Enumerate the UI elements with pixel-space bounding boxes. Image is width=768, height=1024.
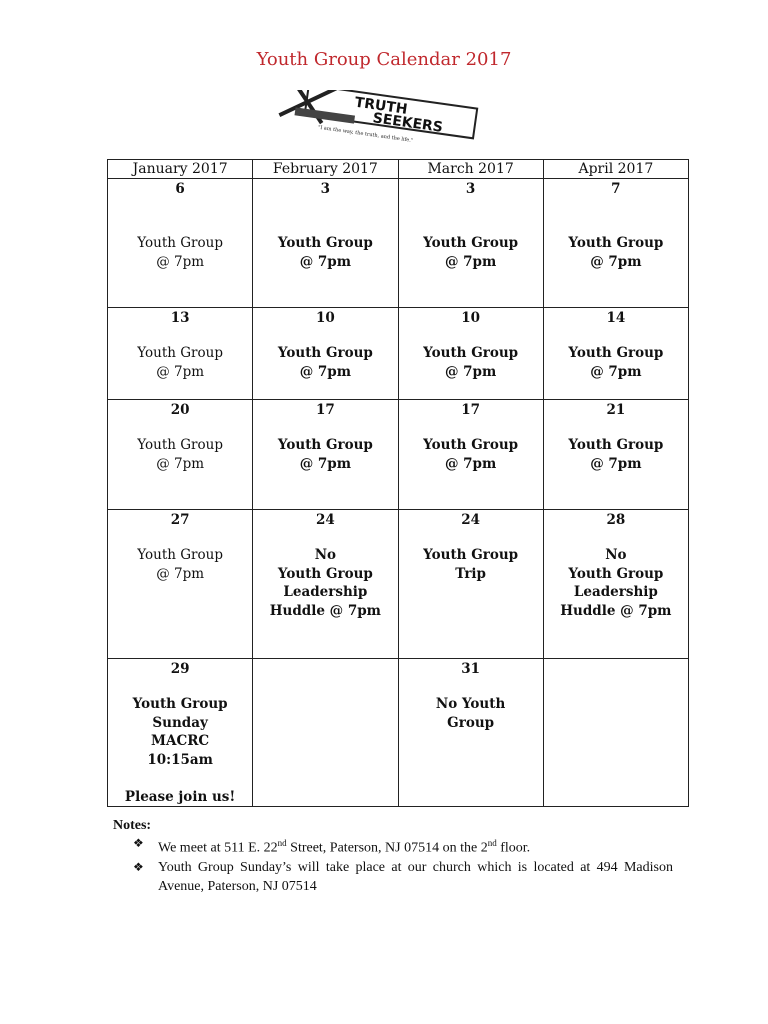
event-line: Please join us! <box>124 788 236 805</box>
week-row <box>108 308 689 400</box>
calendar-cell <box>108 659 253 807</box>
calendar-cell <box>543 179 688 308</box>
day-number: 7 <box>611 181 621 197</box>
event-line: Youth Group <box>277 437 373 453</box>
week-row <box>108 179 689 308</box>
day-number: 24 <box>315 512 335 528</box>
event-line: @ 7pm <box>299 363 352 380</box>
event-line: @ 7pm <box>156 455 205 472</box>
event-line: MACRC <box>151 733 210 749</box>
event-line: Youth Group <box>568 235 664 251</box>
day-number: 27 <box>170 512 190 528</box>
calendar-cell <box>398 179 543 308</box>
event-line: @ 7pm <box>444 363 497 380</box>
event-line <box>108 769 252 788</box>
event-line: @ 7pm <box>156 565 205 582</box>
event-line: @ 7pm <box>444 253 497 270</box>
event-line: Youth Group <box>132 696 228 712</box>
calendar-cell <box>543 308 688 400</box>
notes-section <box>113 818 673 896</box>
event-line: No Youth <box>435 696 506 712</box>
event-line: Youth Group <box>423 235 519 251</box>
event-line: @ 7pm <box>299 455 352 472</box>
calendar-cell <box>108 179 253 308</box>
month-header: January 2017 <box>108 160 253 179</box>
week-row <box>108 659 689 807</box>
event-line: Youth Group <box>423 437 519 453</box>
calendar-cell <box>398 659 543 807</box>
logo-line2: SEEKERS <box>371 110 444 136</box>
event-line: Trip <box>455 565 486 582</box>
day-number: 28 <box>606 512 626 528</box>
event-line: Leadership <box>283 584 368 600</box>
diamond-bullet-icon: ❖ <box>133 836 144 850</box>
calendar-cell <box>253 308 398 400</box>
truth-seekers-logo <box>275 90 497 146</box>
calendar-cell <box>253 179 398 308</box>
calendar-cell <box>398 308 543 400</box>
event-line: Huddle @ 7pm <box>560 602 672 619</box>
event-line: @ 7pm <box>299 253 352 270</box>
event-line: Youth Group <box>277 235 373 251</box>
event-line: Youth Group <box>423 547 519 563</box>
event-line: Youth Group <box>568 565 664 582</box>
event-line: Group <box>447 714 495 731</box>
month-header: April 2017 <box>543 160 688 179</box>
day-number: 20 <box>170 402 190 418</box>
event-line: No <box>605 547 627 563</box>
week-row <box>108 510 689 659</box>
event-line: Youth Group <box>423 345 519 361</box>
note-item: ❖ We meet at 511 E. 22nd Street, Paterson, NJ 07514 on the 2nd floor. <box>133 836 531 856</box>
day-number: 13 <box>170 310 190 326</box>
day-number: 17 <box>315 402 335 418</box>
event-line: @ 7pm <box>156 253 205 270</box>
event-line: Leadership <box>573 584 658 600</box>
page-title: Youth Group Calendar 2017 <box>256 49 512 70</box>
event-line: Youth Group <box>137 547 223 563</box>
day-number: 31 <box>461 661 481 677</box>
event-line: Youth Group <box>137 345 223 361</box>
calendar-header-row <box>108 160 689 179</box>
day-number: 14 <box>606 310 626 326</box>
day-number: 24 <box>461 512 481 528</box>
event-line: Youth Group <box>568 345 664 361</box>
event-line: @ 7pm <box>590 455 642 472</box>
calendar-cell <box>253 510 398 659</box>
event-line: @ 7pm <box>590 363 642 380</box>
day-number: 17 <box>461 402 481 418</box>
event-line: @ 7pm <box>590 253 642 270</box>
notes-heading: Notes: <box>113 818 152 833</box>
calendar-cell <box>108 510 253 659</box>
week-row <box>108 400 689 510</box>
event-line: Youth Group <box>137 437 223 453</box>
calendar-cell <box>543 510 688 659</box>
diamond-bullet-icon: ❖ <box>133 859 144 874</box>
day-number: 29 <box>170 661 190 677</box>
day-number: 10 <box>315 310 335 326</box>
event-line: @ 7pm <box>444 455 497 472</box>
event-line: No <box>314 547 337 563</box>
logo-tagline: "I am the way, the truth, and the life." <box>317 124 414 144</box>
calendar-cell <box>253 400 398 510</box>
calendar-cell <box>108 400 253 510</box>
logo-line1: TRUTH <box>353 94 409 118</box>
month-header: March 2017 <box>398 160 543 179</box>
note-item: ❖ Youth Group Sunday’s will take place at our church which is located at 494 Madison Avenue, Paterson, NJ 07514 <box>133 859 673 894</box>
event-line: Sunday <box>152 714 208 731</box>
day-number: 3 <box>465 181 476 197</box>
calendar-cell <box>108 308 253 400</box>
event-line: Youth Group <box>568 437 664 453</box>
event-line: Huddle @ 7pm <box>269 602 381 619</box>
calendar-cell <box>253 659 398 807</box>
calendar-cell <box>398 400 543 510</box>
day-number: 10 <box>461 310 481 326</box>
event-line: @ 7pm <box>156 363 205 380</box>
month-header: February 2017 <box>253 160 398 179</box>
event-line: 10:15am <box>147 751 213 768</box>
day-number: 3 <box>320 181 331 197</box>
calendar-cell <box>398 510 543 659</box>
calendar-cell <box>543 659 688 807</box>
event-line: Youth Group <box>277 565 373 582</box>
event-line: Youth Group <box>137 235 223 251</box>
day-number: 6 <box>175 181 185 197</box>
calendar-cell <box>543 400 688 510</box>
day-number: 21 <box>606 402 626 418</box>
event-line: Youth Group <box>277 345 373 361</box>
calendar-table <box>107 159 689 807</box>
